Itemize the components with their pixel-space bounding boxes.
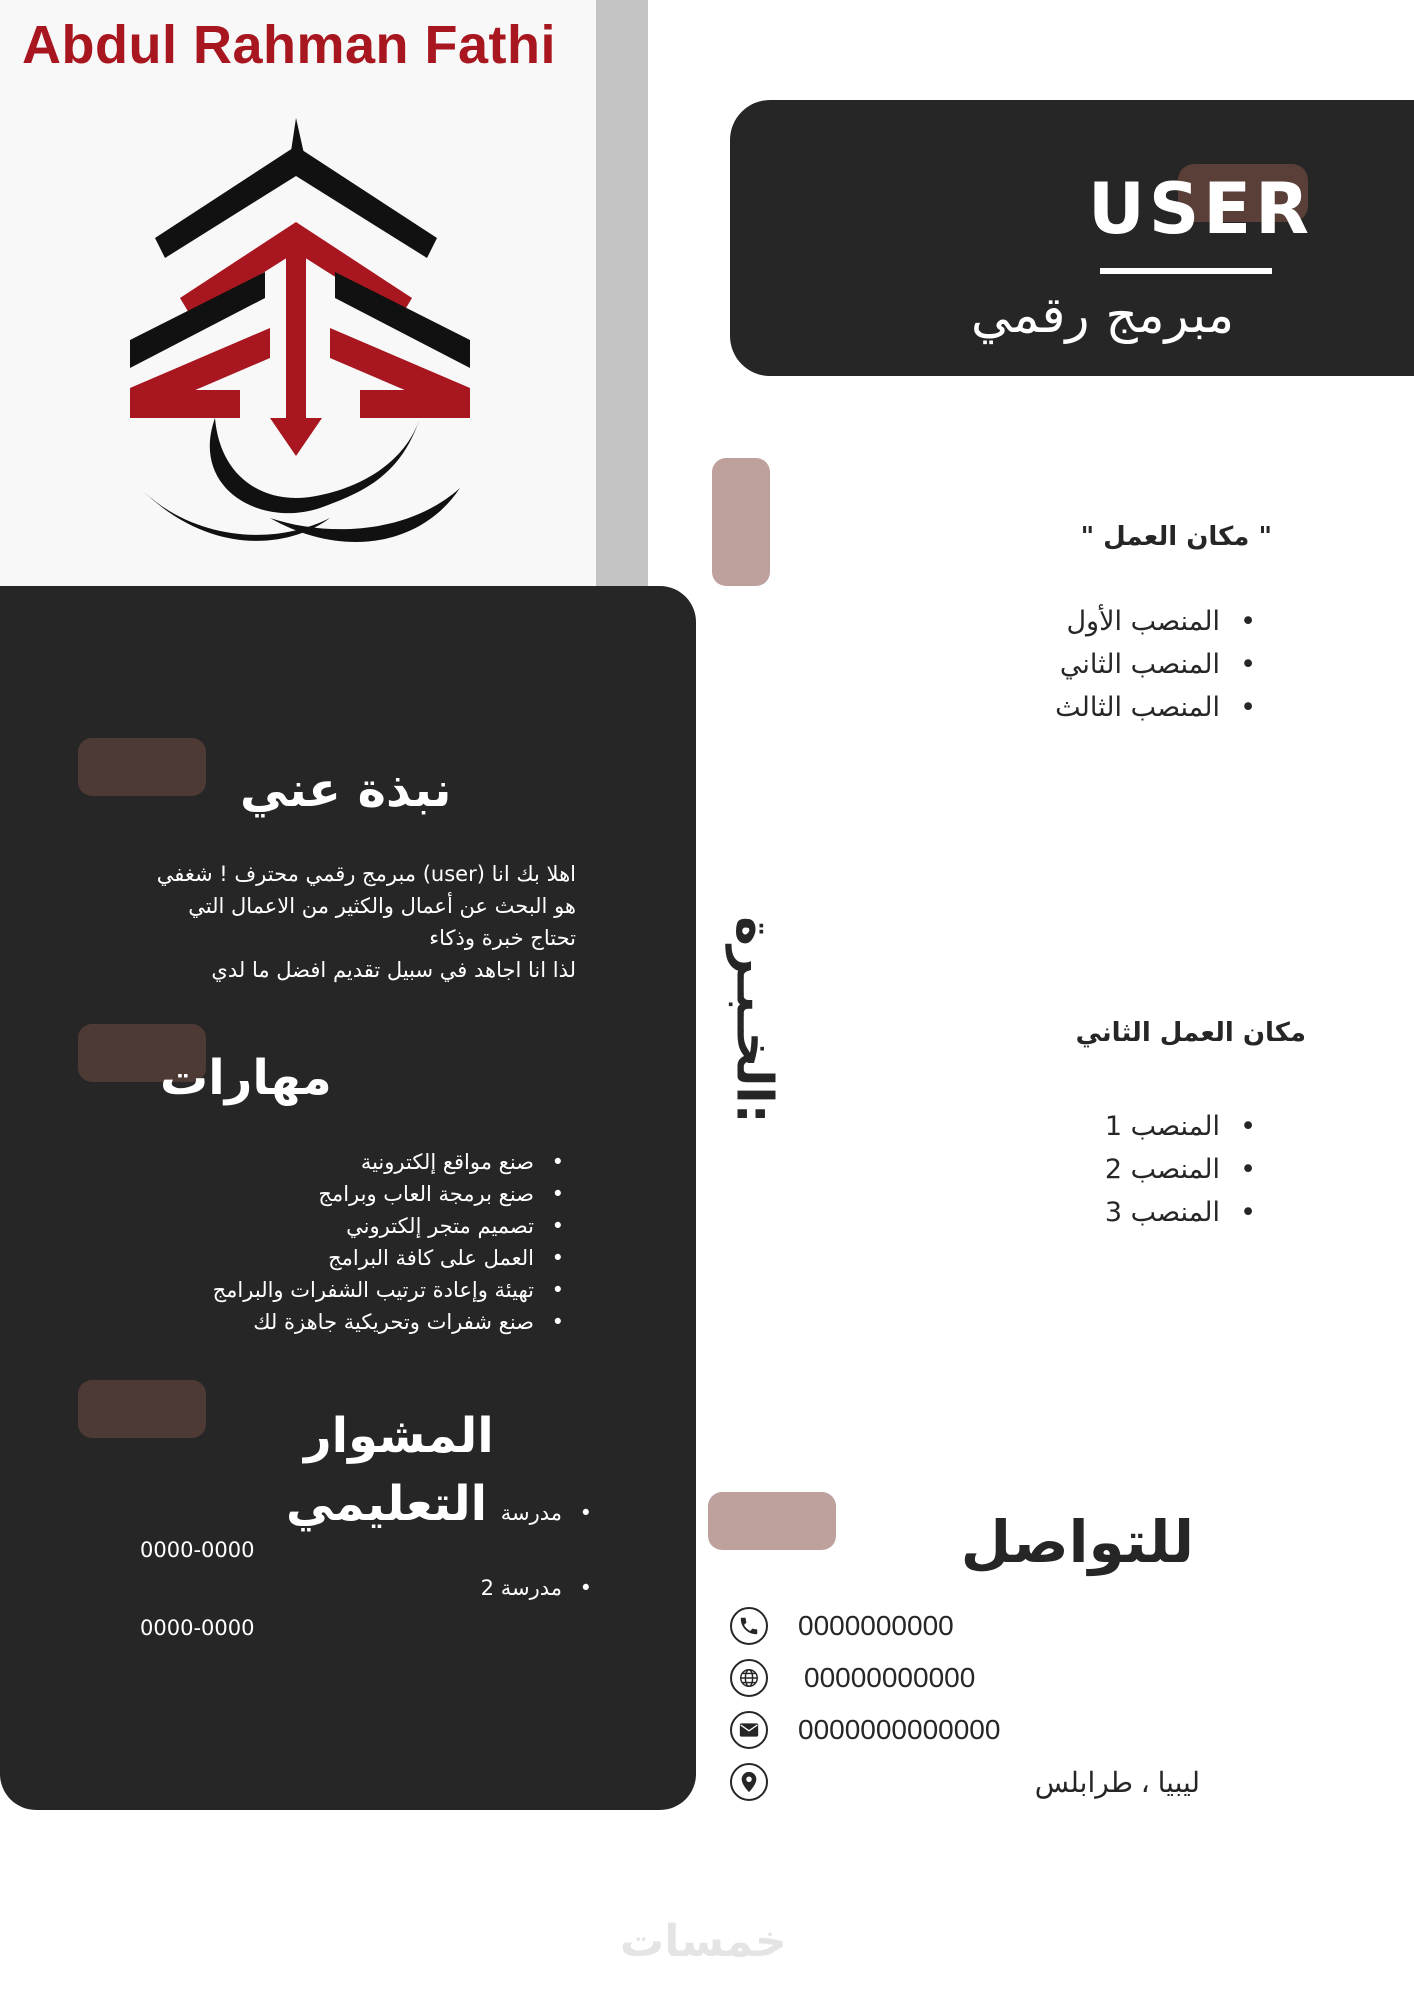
about-line: هو البحث عن أعمال والكثير من الاعمال التي bbox=[188, 894, 576, 918]
contact-website-row bbox=[730, 1656, 975, 1700]
contact-email-row bbox=[730, 1708, 1000, 1752]
education-decor-pill bbox=[78, 1380, 206, 1438]
job-positions bbox=[1055, 600, 1220, 729]
contact-email: 0000000000000 bbox=[798, 1714, 1001, 1745]
list-item: • المنصب الثالث bbox=[1055, 686, 1220, 729]
list-item: • تهيئة وإعادة ترتيب الشفرات والبرامج bbox=[213, 1274, 534, 1306]
job-title: " مكان العمل " bbox=[1080, 522, 1272, 552]
list-item: • مدرسة 2 bbox=[481, 1576, 562, 1600]
contact-website: 00000000000 bbox=[804, 1662, 976, 1693]
header-divider bbox=[1100, 268, 1272, 274]
about-line: تحتاج خبرة وذكاء bbox=[429, 926, 576, 950]
brand-name: Abdul Rahman Fathi bbox=[22, 15, 556, 75]
contact-phone: 0000000000 bbox=[798, 1610, 954, 1641]
experience-title bbox=[700, 780, 810, 1260]
education-years: 0000-0000 bbox=[140, 1616, 255, 1640]
contact-location: ليبيا ، طرابلس bbox=[1034, 1766, 1200, 1798]
job-title: مكان العمل الثاني bbox=[1075, 1018, 1306, 1048]
list-item: • صنع مواقع إلكترونية bbox=[213, 1146, 534, 1178]
about-line: اهلا بك انا (user) مبرمج رقمي محترف ! شغفي bbox=[156, 862, 576, 886]
list-item: • المنصب 1 bbox=[1105, 1105, 1220, 1148]
logo-mark-icon bbox=[120, 118, 480, 558]
about-title: نبذة عني bbox=[240, 762, 452, 818]
location-icon bbox=[730, 1763, 768, 1801]
about-text bbox=[136, 858, 576, 986]
education-title-line2: التعليمي bbox=[286, 1476, 488, 1532]
list-item: • المنصب الثاني bbox=[1055, 643, 1220, 686]
list-item: • المنصب 3 bbox=[1105, 1191, 1220, 1234]
list-item: • تصميم متجر إلكتروني bbox=[213, 1210, 534, 1242]
job-positions bbox=[1105, 1105, 1220, 1234]
list-item: • المنصب الأول bbox=[1055, 600, 1220, 643]
experience-title-text: الخـبـرة: bbox=[726, 916, 785, 1124]
user-role: مبرمج رقمي bbox=[970, 286, 1234, 344]
education-list bbox=[501, 1498, 562, 1528]
list-item: • صنع برمجة العاب وبرامج bbox=[213, 1178, 534, 1210]
skills-list bbox=[213, 1146, 534, 1338]
list-item: • العمل على كافة البرامج bbox=[213, 1242, 534, 1274]
user-name: USER bbox=[1088, 168, 1313, 250]
experience-decor-pill bbox=[712, 458, 770, 586]
education-list bbox=[481, 1576, 562, 1600]
about-decor-pill bbox=[78, 738, 206, 796]
education-years: 0000-0000 bbox=[140, 1538, 255, 1562]
mail-icon bbox=[730, 1711, 768, 1749]
contact-phone-row bbox=[730, 1604, 954, 1648]
education-title-line1: المشوار bbox=[304, 1408, 494, 1464]
contact-title: للتواصل bbox=[960, 1508, 1194, 1576]
list-item: • مدرسة bbox=[501, 1498, 562, 1528]
list-item: • صنع شفرات وتحريكية جاهزة لك bbox=[213, 1306, 534, 1338]
contact-location-row bbox=[730, 1760, 1200, 1804]
list-item: • المنصب 2 bbox=[1105, 1148, 1220, 1191]
watermark: خمسات bbox=[620, 1916, 787, 1967]
skills-title: مهارات bbox=[160, 1050, 332, 1106]
contact-decor-pill bbox=[708, 1492, 836, 1550]
about-line: لذا انا اجاهد في سبيل تقديم افضل ما لدي bbox=[211, 958, 576, 982]
phone-icon bbox=[730, 1607, 768, 1645]
globe-icon bbox=[730, 1659, 768, 1697]
